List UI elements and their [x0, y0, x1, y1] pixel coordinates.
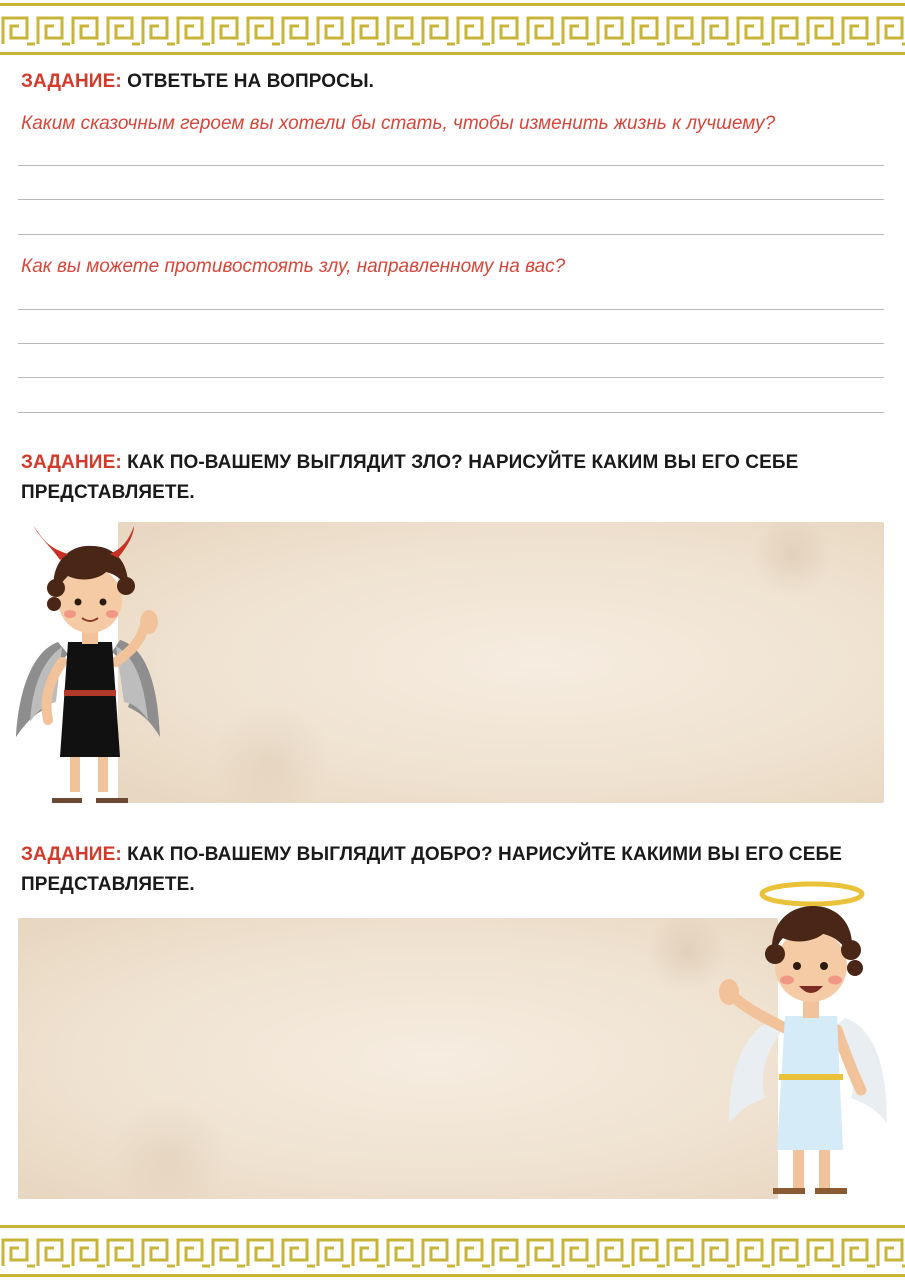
answer-line[interactable] — [18, 165, 884, 166]
task-label: ЗАДАНИЕ: — [21, 452, 122, 473]
task-text: КАК ПО-ВАШЕМУ ВЫГЛЯДИТ ДОБРО? НАРИСУЙТЕ КАКИМИ ВЫ ЕГО СЕБЕ ПРЕДСТАВЛЯЕТЕ. — [21, 844, 843, 895]
task-label: ЗАДАНИЕ: — [21, 844, 122, 865]
drawing-area-good[interactable] — [18, 918, 778, 1199]
answer-line[interactable] — [18, 234, 884, 235]
devil-child-icon — [10, 522, 170, 807]
drawing-area-evil[interactable] — [118, 522, 884, 803]
task-text: ОТВЕТЬТЕ НА ВОПРОСЫ. — [121, 71, 375, 92]
task-heading-answer-questions — [21, 67, 891, 97]
answer-line[interactable] — [18, 343, 884, 344]
question-1: Каким сказочным героем вы хотели бы стать, чтобы изменить жизнь к лучшему? — [21, 113, 776, 134]
task-heading-evil — [21, 448, 891, 508]
greek-key-border-bottom — [0, 1222, 905, 1280]
task-label: ЗАДАНИЕ: — [21, 71, 122, 92]
greek-key-border-top — [0, 0, 905, 58]
angel-child-icon — [715, 878, 895, 1203]
question-2: Как вы можете противостоять злу, направленному на вас? — [21, 256, 566, 277]
answer-line[interactable] — [18, 412, 884, 413]
answer-line[interactable] — [18, 377, 884, 378]
task-text: КАК ПО-ВАШЕМУ ВЫГЛЯДИТ ЗЛО? НАРИСУЙТЕ КАКИМ ВЫ ЕГО СЕБЕ ПРЕДСТАВЛЯЕТЕ. — [21, 452, 799, 503]
answer-line[interactable] — [18, 309, 884, 310]
answer-line[interactable] — [18, 199, 884, 200]
